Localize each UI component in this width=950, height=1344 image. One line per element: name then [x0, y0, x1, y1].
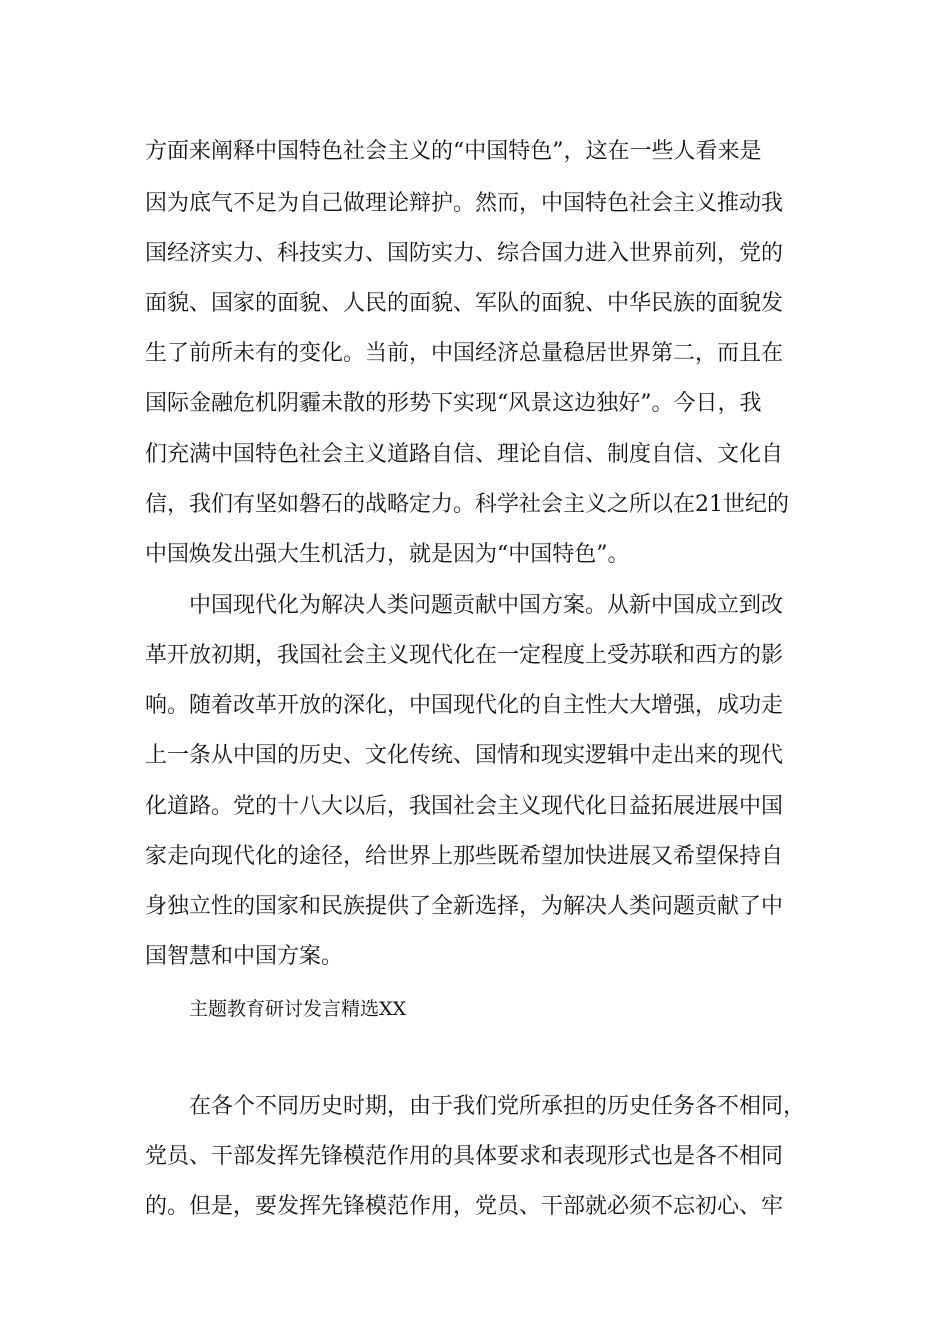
text-line: 信，我们有坚如磐石的战略定力。科学社会主义之所以在21世纪的	[145, 492, 789, 517]
text-line: 的。但是，要发挥先锋模范作用，党员、干部就必须不忘初心、牢	[145, 1194, 784, 1219]
text-line: 中国现代化为解决人类问题贡献中国方案。从新中国成立到改	[189, 593, 784, 618]
text-line: 上一条从中国的历史、文化传统、国情和现实逻辑中走出来的现代	[145, 743, 784, 768]
text-line: 方面来阐释中国特色社会主义的“中国特色”，这在一些人看来是	[145, 139, 762, 164]
text-line: 国际金融危机阴霾未散的形势下实现“风景这边独好”。今日，我	[145, 391, 762, 416]
text-line: 家走向现代化的途径，给世界上那些既希望加快进展又希望保持自	[145, 844, 784, 869]
text-line: 身独立性的国家和民族提供了全新选择，为解决人类问题贡献了中	[145, 894, 784, 919]
text-line: 们充满中国特色社会主义道路自信、理论自信、制度自信、文化自	[145, 442, 784, 467]
text-line: 党员、干部发挥先锋模范作用的具体要求和表现形式也是各不相同	[145, 1144, 784, 1169]
text-line: 因为底气不足为自己做理论辩护。然而，中国特色社会主义推动我	[145, 191, 784, 216]
text-line: 生了前所未有的变化。当前，中国经济总量稳居世界第二，而且在	[145, 341, 784, 366]
section-heading: 主题教育研讨发言精选XX	[189, 998, 407, 1020]
text-line: 革开放初期，我国社会主义现代化在一定程度上受苏联和西方的影	[145, 643, 784, 668]
text-line: 在各个不同历史时期，由于我们党所承担的历史任务各不相同，	[189, 1094, 806, 1119]
text-line: 中国焕发出强大生机活力，就是因为“中国特色”。	[145, 542, 630, 567]
text-line: 国经济实力、科技实力、国防实力、综合国力进入世界前列，党的	[145, 241, 784, 266]
text-line: 化道路。党的十八大以后，我国社会主义现代化日益拓展进展中国	[145, 794, 784, 819]
text-line: 面貌、国家的面貌、人民的面貌、军队的面貌、中华民族的面貌发	[145, 291, 784, 316]
text-line: 响。随着改革开放的深化，中国现代化的自主性大大增强，成功走	[145, 693, 784, 718]
text-line: 国智慧和中国方案。	[145, 944, 344, 969]
